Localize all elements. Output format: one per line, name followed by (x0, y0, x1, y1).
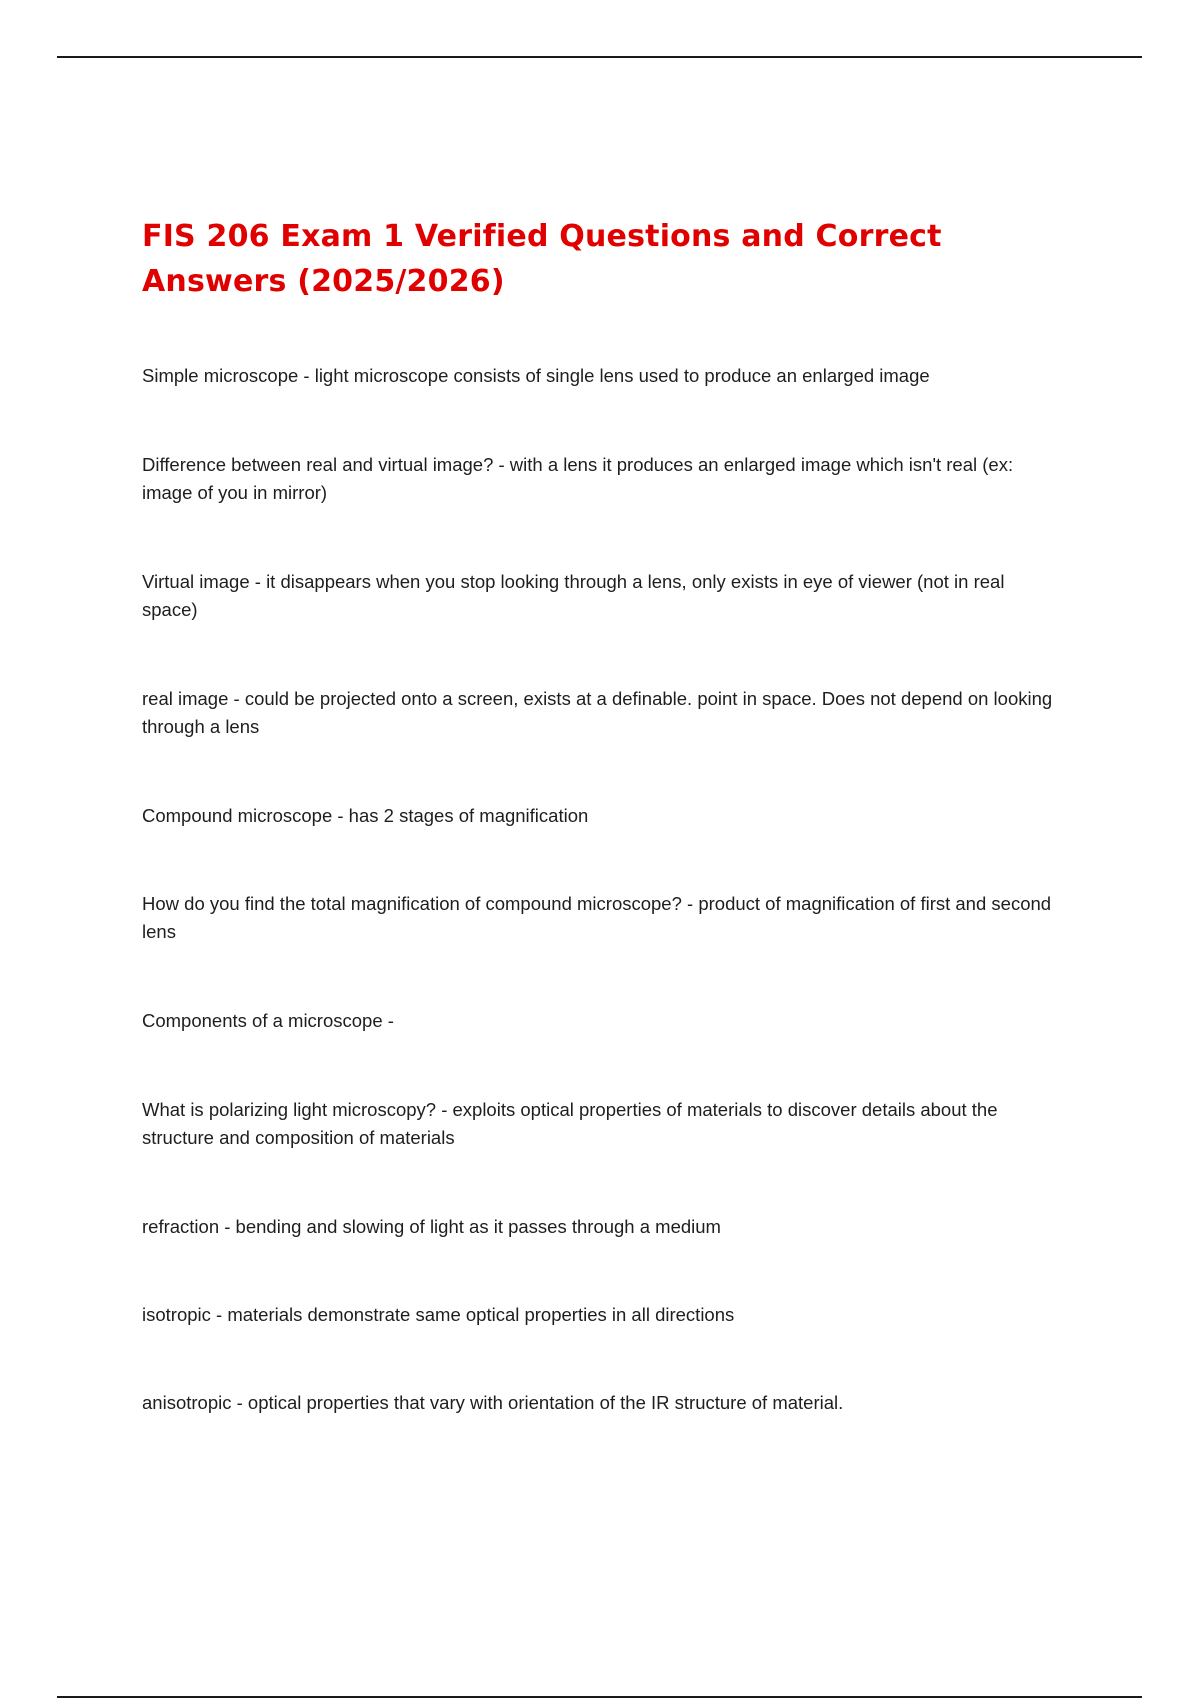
qa-entry-polarizing-microscopy: What is polarizing light microscopy? - exploits optical properties of materials to discover details about the structure and composition of materials (142, 1099, 998, 1148)
qa-entry-compound-microscope: Compound microscope - has 2 stages of magnification (142, 805, 589, 826)
qa-entry-isotropic: isotropic - materials demonstrate same optical properties in all directions (142, 1304, 735, 1325)
qa-entry-total-magnification: How do you find the total magnification of compound microscope? - product of magnification of first and second lens (142, 893, 1052, 942)
footer-rule (57, 1696, 1142, 1698)
header-rule (57, 56, 1142, 58)
qa-entry-real-vs-virtual: Difference between real and virtual image? - with a lens it produces an enlarged image which isn't real (ex: image of you in mirror) (142, 454, 1014, 503)
document-title: FIS 206 Exam 1 Verified Questions and Correct Answers (2025/2026) (142, 219, 942, 299)
qa-entry-anisotropic: anisotropic - optical properties that vary with orientation of the IR structure of material. (142, 1392, 844, 1413)
qa-entry-components: Components of a microscope - (142, 1010, 394, 1031)
qa-entry-simple-microscope: Simple microscope - light microscope consists of single lens used to produce an enlarged image (142, 365, 930, 386)
qa-entry-real-image: real image - could be projected onto a screen, exists at a definable. point in space. Does not depend on looking through a lens (142, 688, 1053, 737)
qa-entry-virtual-image: Virtual image - it disappears when you stop looking through a lens, only exists in eye of viewer (not in real space) (142, 571, 1005, 620)
qa-entry-refraction: refraction - bending and slowing of light as it passes through a medium (142, 1216, 721, 1237)
